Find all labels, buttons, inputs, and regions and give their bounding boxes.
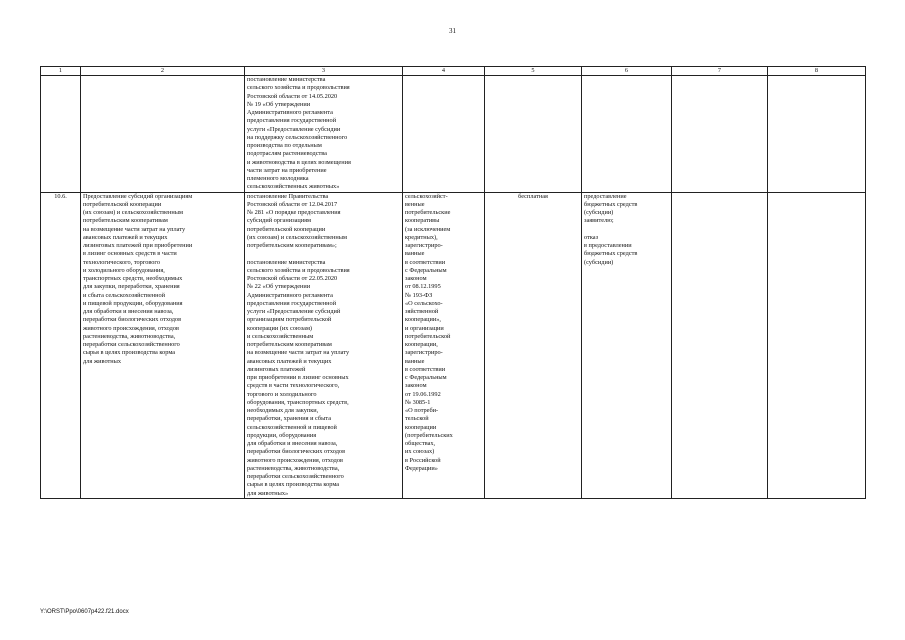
text-line: лизинговых платежей при приобретении xyxy=(83,242,193,249)
cost-cell: бесплатная xyxy=(485,192,582,498)
text-line: потребительским кооперативам xyxy=(83,217,168,225)
service-name-cell xyxy=(81,192,245,498)
col8-cell xyxy=(768,192,866,498)
text-line: продукции, оборудования xyxy=(247,431,317,439)
text-line: зяйственной xyxy=(405,308,439,315)
text-line: Ростовской области от 12.04.2017 xyxy=(247,200,338,208)
result-cell xyxy=(582,192,672,498)
text-line: для животных xyxy=(83,357,122,365)
header-col-2: 2 xyxy=(81,67,245,76)
text-line: от 08.12.1995 xyxy=(405,283,441,291)
text-line: законом xyxy=(405,382,427,390)
text-line: и животноводства в целях возмещения xyxy=(247,158,351,166)
text-line: Административного регламента xyxy=(247,109,333,116)
text-line: Административного регламента xyxy=(247,291,333,299)
text-line: кооперации (их союзам) xyxy=(247,324,313,332)
cont-cell-7 xyxy=(672,76,768,193)
table-row xyxy=(41,192,866,498)
text-line: услуги «Предоставление субсидии xyxy=(247,125,341,133)
text-line: средств в части технологического, xyxy=(247,382,340,390)
text-line: и пищевой продукции, оборудования xyxy=(83,299,183,307)
page-number: 31 xyxy=(449,27,456,35)
text-line: венные xyxy=(405,200,425,208)
cont-cell-5 xyxy=(485,76,582,193)
text-line: тельской xyxy=(405,415,429,423)
text-line: кооперации, xyxy=(405,341,438,348)
col7-cell xyxy=(672,192,768,498)
text-line: сырья в целях производства корма xyxy=(247,481,340,489)
text-line: кредитных), xyxy=(405,233,438,241)
file-path-footer: Y:\ORST\Ppo\0607p422.f21.docx xyxy=(40,609,129,615)
text-line: предоставления государственной xyxy=(247,299,337,307)
text-line: «О потреби- xyxy=(405,407,439,414)
text-line: потребительским кооперативам xyxy=(247,341,332,348)
text-line: растениеводства, животноводства, xyxy=(83,332,176,340)
text-line: на поддержку сельскохозяйственного xyxy=(247,133,348,141)
cont-cell-2 xyxy=(81,76,245,193)
text-line: и сельскохозяйственным xyxy=(247,332,314,340)
text-line: подотраслям растениеводства xyxy=(247,150,327,158)
text-line: № 3085-1 xyxy=(405,398,431,406)
applicants-cell xyxy=(403,192,485,498)
text-line: производства по отдельным xyxy=(247,142,322,149)
text-line: с Федеральным xyxy=(405,266,447,274)
text-line: Ростовской области от 22.05.2020 xyxy=(247,275,338,282)
text-line: от 19.06.1992 xyxy=(405,390,441,398)
text-line: и холодильного оборудования, xyxy=(83,266,165,274)
text-line: части затрат на приобретение xyxy=(247,166,327,174)
text-line: потребительским кооперативам»; xyxy=(247,242,337,249)
text-line: (за исключением xyxy=(405,225,451,233)
legal-basis-cell xyxy=(245,192,403,498)
text-line: Предоставление субсидий организациям xyxy=(83,192,193,200)
result-part-2 xyxy=(584,234,669,267)
text-line: кооперации», xyxy=(405,316,441,324)
text-line: необходимых для закупки, xyxy=(247,407,319,414)
text-line: в Российской xyxy=(405,456,441,464)
text-line: (их союзам) и сельскохозяйственным xyxy=(247,233,347,241)
text-line: переработки сельскохозяйственного xyxy=(83,341,180,348)
text-line: (субсидии) xyxy=(584,258,614,266)
text-line: организациям потребительской xyxy=(247,316,332,324)
text-line: сельскохозяйственной и пищевой xyxy=(247,423,337,431)
header-col-8: 8 xyxy=(768,67,866,76)
text-line: постановление министерства xyxy=(247,258,326,266)
text-line: кооперации xyxy=(405,423,437,431)
text-line: № 19 «Об утверждении xyxy=(247,100,311,108)
header-col-7: 7 xyxy=(672,67,768,76)
text-line: (субсидии) xyxy=(584,209,614,216)
text-line: торгового и холодильного xyxy=(247,390,317,398)
text-line: ванные xyxy=(405,357,425,365)
text-line: постановление Правительства xyxy=(247,192,329,200)
text-line: с Федеральным xyxy=(405,374,447,381)
text-line: переработки сельскохозяйственного xyxy=(247,473,344,480)
text-line: в лизинг основных средств в части xyxy=(83,250,177,258)
header-col-1: 1 xyxy=(41,67,81,76)
text-line: сырья в целях производства корма xyxy=(83,349,176,357)
text-line: бюджетных средств xyxy=(584,200,638,208)
continuation-row xyxy=(41,76,866,193)
text-line: на возмещение части затрат на уплату xyxy=(247,349,350,357)
text-line: и организации xyxy=(405,324,444,332)
text-line: бюджетных средств xyxy=(584,250,638,258)
text-line: потребительской кооперации xyxy=(83,200,162,208)
text-line: (их союзам) и сельскохозяйственным xyxy=(83,209,183,216)
text-line: сельскохозяйственных животных» xyxy=(247,183,340,191)
text-line: кооперативы xyxy=(405,217,440,225)
text-line: «О сельскохо- xyxy=(405,299,443,307)
text-line: № 281 «О порядке предоставления xyxy=(247,209,341,216)
text-line: их союзах) xyxy=(405,448,435,456)
cont-cell-4 xyxy=(403,76,485,193)
text-line: растениеводства, животноводства, xyxy=(247,464,340,472)
result-part-1 xyxy=(584,193,669,226)
text-line: субсидий организациям xyxy=(247,217,311,225)
text-line: для обработки и внесения навоза, xyxy=(247,440,338,447)
text-line: переработки биологических отходов xyxy=(83,316,182,324)
text-line: сельского хозяйства и продовольствия xyxy=(247,84,350,92)
text-line: технологического, торгового xyxy=(83,258,161,266)
header-row xyxy=(41,67,866,76)
text-line: обществах, xyxy=(405,440,436,447)
text-line: авансовых платежей и текущих xyxy=(83,233,168,241)
text-line: Федерации» xyxy=(405,464,438,472)
text-line: заявителю; xyxy=(584,217,614,225)
header-col-4: 4 xyxy=(403,67,485,76)
text-line: в соответствии xyxy=(405,365,446,373)
header-col-6: 6 xyxy=(582,67,672,76)
text-line: зарегистриро- xyxy=(405,242,443,249)
text-line: для закупки, переработки, хранения xyxy=(83,283,180,291)
text-line: сельскохозяйст- xyxy=(405,192,448,200)
text-line: законом xyxy=(405,275,427,282)
text-line: племенного молодняка xyxy=(247,175,309,182)
text-line: потребительские xyxy=(405,209,451,216)
text-line: при приобретении в лизинг основных xyxy=(247,374,349,381)
text-line: транспортных средств, необходимых xyxy=(83,275,183,282)
text-line: авансовых платежей и текущих xyxy=(247,357,332,365)
text-line: отказ xyxy=(584,233,599,241)
text-line: постановление министерства xyxy=(247,76,326,83)
cont-cell-6 xyxy=(582,76,672,193)
text-line: для животных» xyxy=(247,489,289,497)
legal-basis-part-1 xyxy=(247,193,400,251)
text-line: потребительской кооперации xyxy=(247,225,326,233)
header-col-3: 3 xyxy=(245,67,403,76)
text-line: (потребительских xyxy=(405,431,453,439)
text-line: № 22 «Об утверждении xyxy=(247,283,311,291)
header-col-5: 5 xyxy=(485,67,582,76)
cont-cell-8 xyxy=(768,76,866,193)
text-line: животного происхождения, отходов xyxy=(247,456,343,464)
text-line: Ростовской области от 14.05.2020 xyxy=(247,92,338,100)
text-line: в предоставлении xyxy=(584,242,632,249)
text-line: № 193-ФЗ xyxy=(405,291,433,299)
text-line: переработки биологических отходов xyxy=(247,448,346,456)
text-line: услуги «Предоставление субсидий xyxy=(247,308,341,315)
text-line: потребительской xyxy=(405,332,451,340)
text-line: предоставление xyxy=(584,192,627,200)
text-line: животного происхождения, отходов xyxy=(83,324,179,332)
cont-cell-3 xyxy=(245,76,403,193)
text-line: на возмещение части затрат на уплату xyxy=(83,225,186,233)
text-line: оборудования, транспортных средств, xyxy=(247,398,349,406)
text-line: сельского хозяйства и продовольствия xyxy=(247,266,350,274)
text-line: для обработки и внесения навоза, xyxy=(83,308,174,315)
legal-basis-part-2 xyxy=(247,259,400,498)
text-line: зарегистриро- xyxy=(405,349,443,357)
services-table xyxy=(40,66,866,499)
cont-cell-1 xyxy=(41,76,81,193)
text-line: и сбыта сельскохозяйственной xyxy=(83,291,166,299)
text-line: ванные xyxy=(405,250,425,258)
row-number: 10.6. xyxy=(41,192,81,498)
text-line: в соответствии xyxy=(405,258,446,266)
text-line: предоставления государственной xyxy=(247,117,337,125)
text-line: лизинговых платежей xyxy=(247,365,306,373)
text-line: переработки, хранения и сбыта xyxy=(247,415,331,423)
